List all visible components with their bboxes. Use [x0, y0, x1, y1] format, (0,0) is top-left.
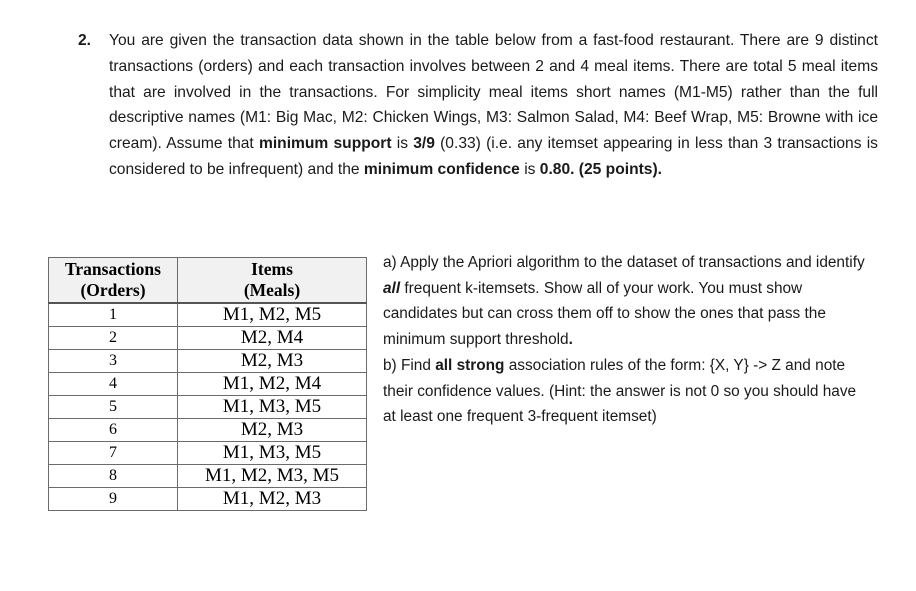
items-cell: M1, M3, M5	[178, 396, 367, 419]
order-cell: 8	[49, 465, 178, 488]
part-a	[383, 250, 871, 353]
question-parts	[383, 250, 871, 430]
items-cell: M2, M3	[178, 350, 367, 373]
order-cell: 9	[49, 488, 178, 511]
min-confidence-label: minimum confidence	[363, 160, 520, 178]
table-row	[49, 488, 367, 511]
part-b	[383, 353, 871, 430]
part-a-seg2: frequent k-itemsets. Show all of your work. You must show candidates but can cross them off to show the ones that pass the minimum support threshold	[383, 279, 826, 349]
order-cell: 3	[49, 350, 178, 373]
part-b-seg1: b) Find	[383, 356, 436, 374]
question-text-seg2: is	[391, 135, 414, 153]
part-b-emphasis-all-strong: all strong	[435, 356, 505, 374]
header-items-line2: (Meals)	[243, 280, 301, 300]
header-transactions-line2: (Orders)	[80, 280, 146, 300]
question-text-seg1: You are given the transaction data shown in the table below from a fast-food restaurant. There are 9 distinct transactions (orders) and each transaction involves between 2 and 4 meal items. There are total 5 meal items that are involved in the transactions. For simplicity meal items short names (M1-M5) rather than the full descriptive names (M1: Big Mac, M2: Chicken Wings, M3: Salmon Salad, M4: Beef Wrap, M5: Browne with ice cream). Assume that	[109, 32, 878, 153]
table-row	[49, 465, 367, 488]
items-cell: M1, M2, M4	[178, 373, 367, 396]
items-cell: M1, M2, M3, M5	[178, 465, 367, 488]
table-row	[49, 442, 367, 465]
part-b-seg2: association rules of the form: {X, Y} -> Z and note their confidence values. (Hint: the answer is not 0 so you should have at least one frequent 3-frequent itemset)	[383, 356, 857, 426]
items-cell: M1, M2, M3	[178, 488, 367, 511]
min-support-value: 3/9	[413, 135, 435, 153]
table-row	[49, 327, 367, 350]
table-row	[49, 303, 367, 327]
table-header-row	[49, 258, 367, 304]
order-cell: 4	[49, 373, 178, 396]
header-transactions	[49, 258, 178, 304]
order-cell: 2	[49, 327, 178, 350]
items-cell: M1, M3, M5	[178, 442, 367, 465]
part-a-seg1: a) Apply the Apriori algorithm to the dataset of transactions and identify	[383, 254, 865, 271]
items-cell: M2, M3	[178, 419, 367, 442]
question-text-seg4: is	[519, 160, 540, 178]
items-cell: M2, M4	[178, 327, 367, 350]
question-number: 2.	[78, 32, 92, 49]
order-cell: 7	[49, 442, 178, 465]
question-block	[78, 28, 878, 183]
part-a-period: .	[568, 331, 573, 349]
table-row	[49, 419, 367, 442]
order-cell: 6	[49, 419, 178, 442]
header-items	[178, 258, 367, 304]
min-support-label: minimum support	[258, 135, 392, 153]
header-items-line1: Items	[251, 259, 293, 279]
header-transactions-line1: Transactions	[65, 259, 161, 279]
question-text-seg3: (0.33) (i.e. any itemset appearing in less than 3 transactions is considered to be infrequent) and the	[109, 135, 878, 178]
table-row	[49, 350, 367, 373]
part-a-emphasis-all: all	[383, 279, 401, 297]
table-row	[49, 373, 367, 396]
items-cell: M1, M2, M5	[178, 303, 367, 327]
question-text	[109, 28, 878, 183]
min-confidence-value: 0.80. (25 points).	[539, 160, 662, 178]
transactions-table	[48, 257, 367, 511]
order-cell: 1	[49, 303, 178, 327]
table-row	[49, 396, 367, 419]
order-cell: 5	[49, 396, 178, 419]
